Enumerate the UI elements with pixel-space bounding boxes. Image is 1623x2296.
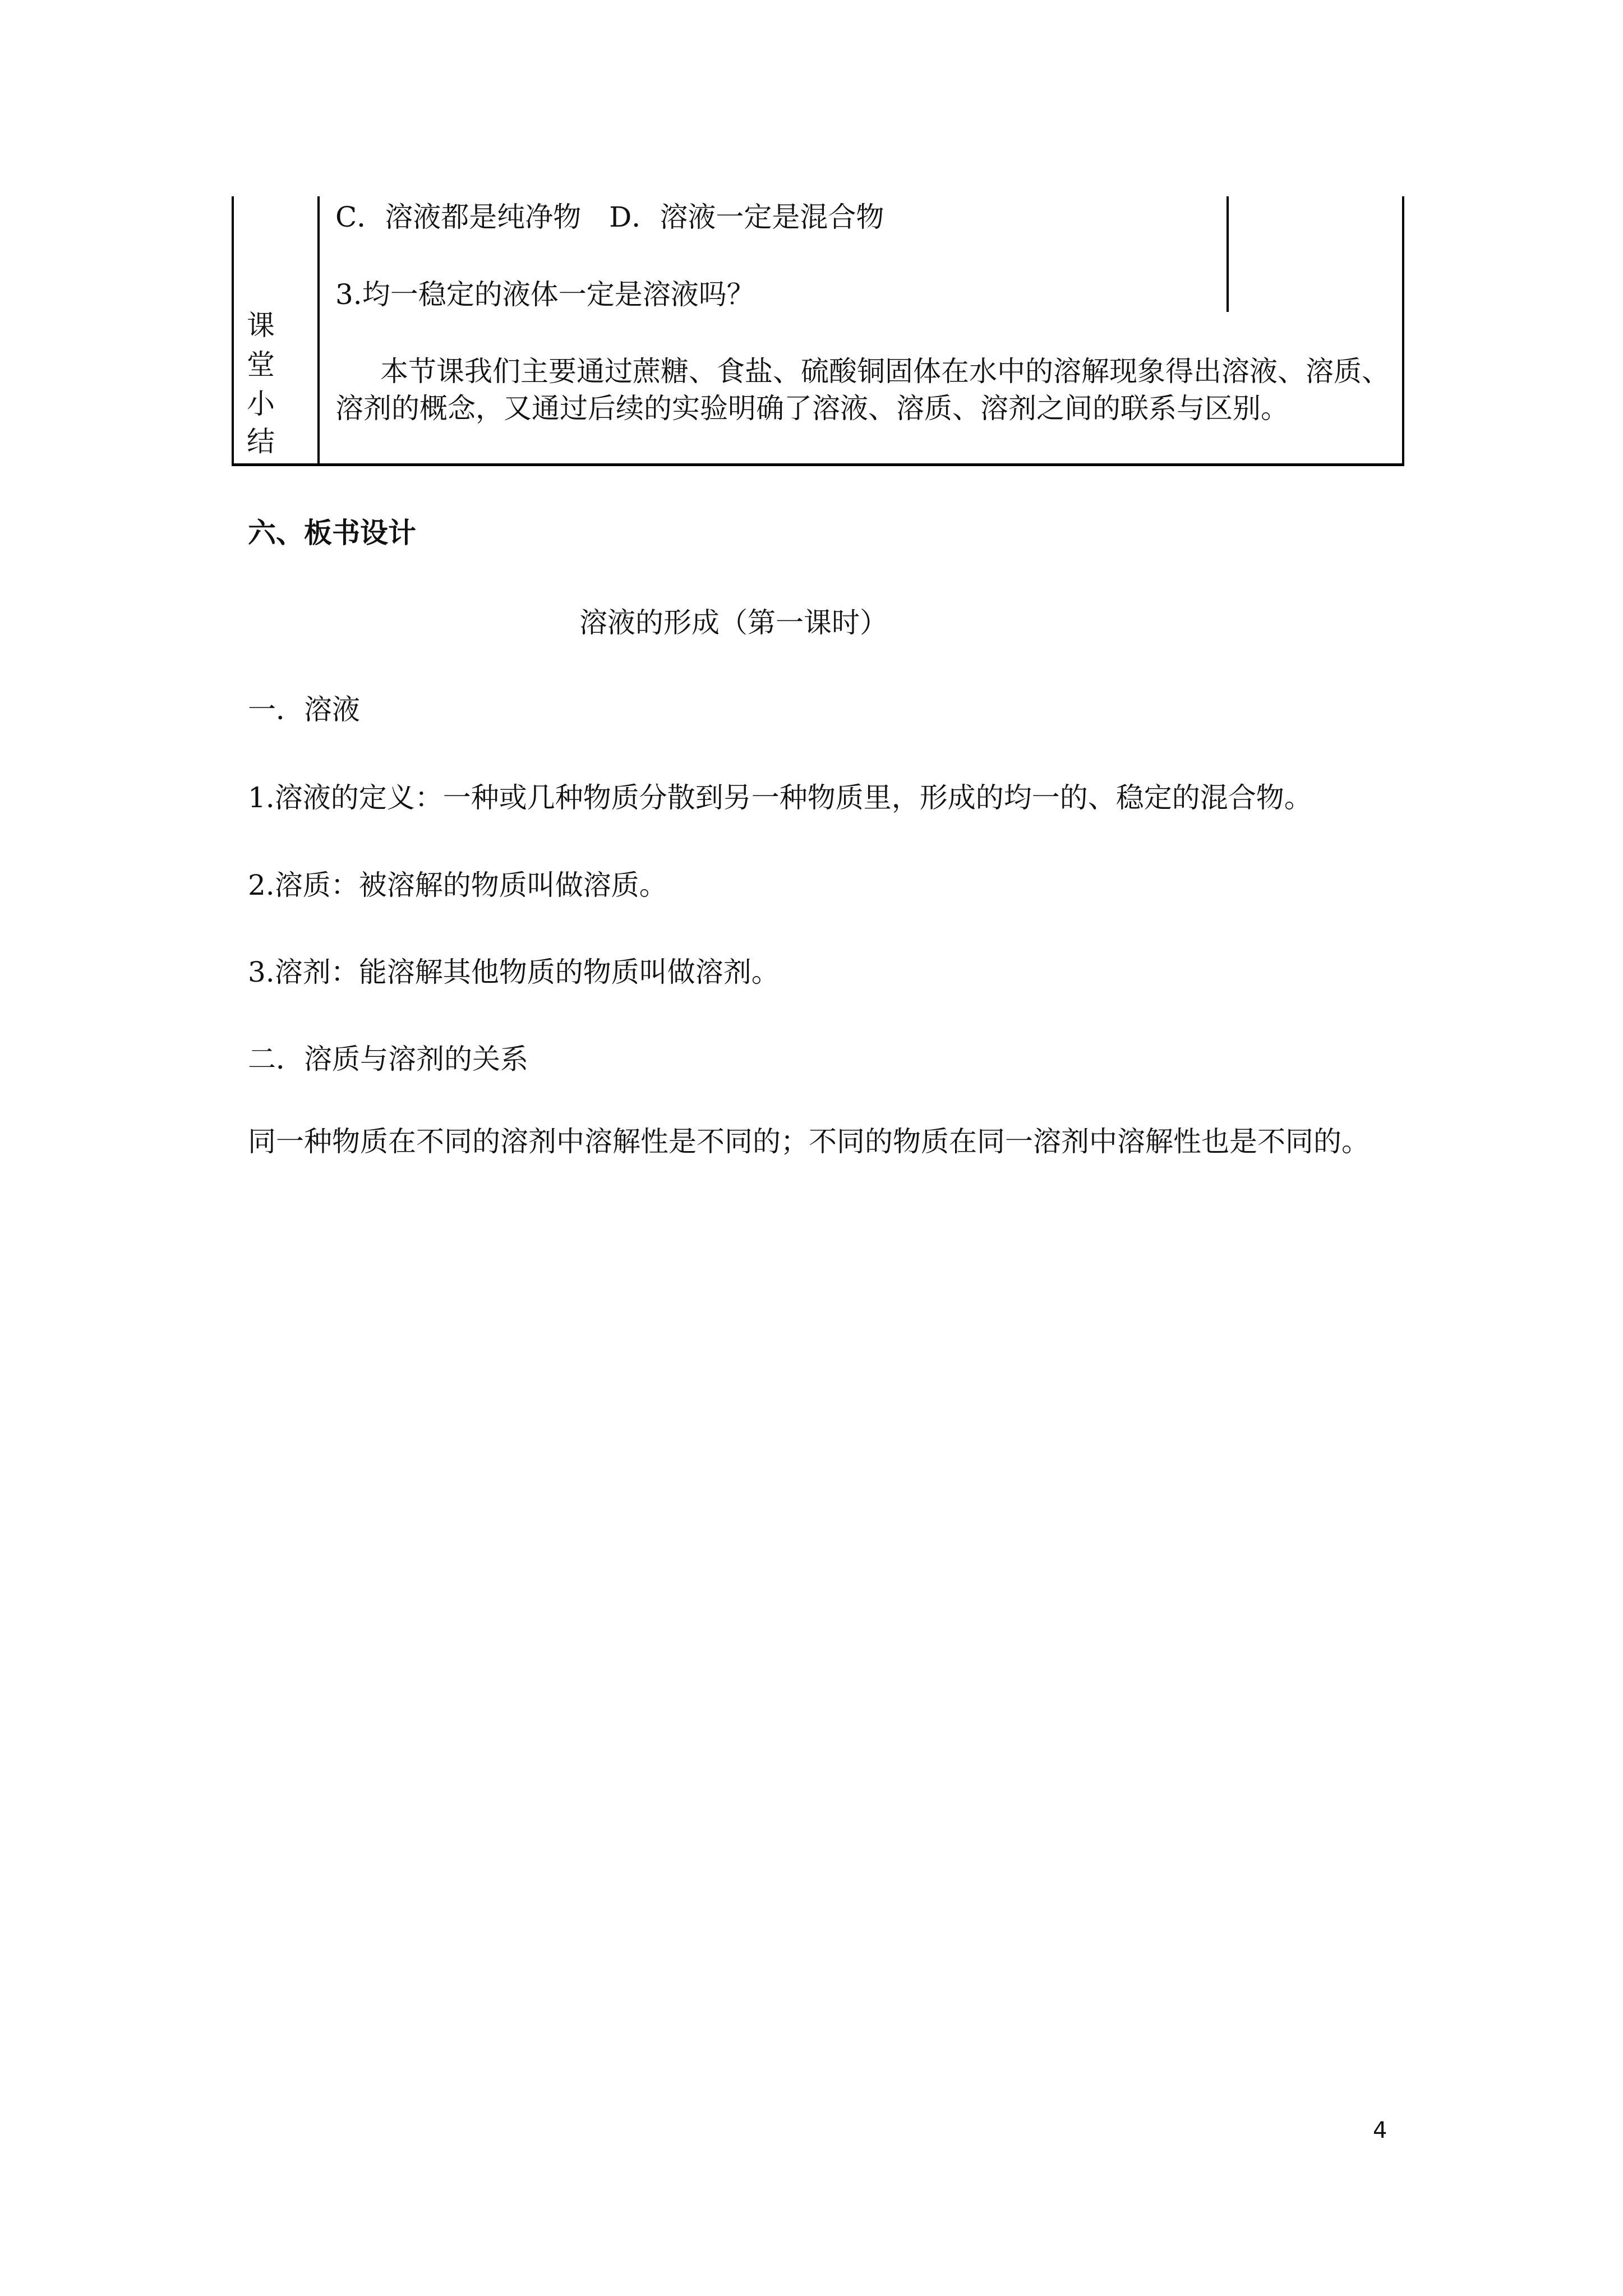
table-text-line: C．溶液都是纯净物 D．溶液一定是混合物 <box>335 201 884 233</box>
table-left-border <box>232 196 234 466</box>
row-label-char: 小 <box>247 388 275 420</box>
page-number: 4 <box>1373 2118 1387 2143</box>
list-item: 3.溶剂：能溶解其他物质的物质叫做溶剂。 <box>248 956 780 988</box>
table-summary-line: 本节课我们主要通过蔗糖、食盐、硫酸铜固体在水中的溶解现象得出溶液、溶质、 <box>380 355 1390 388</box>
section-heading: 六、板书设计 <box>248 516 416 549</box>
list-item: 2.溶质：被溶解的物质叫做溶质。 <box>248 869 667 901</box>
relation-text: 同一种物质在不同的溶剂中溶解性是不同的；不同的物质在同一溶剂中溶解性也是不同的。 <box>248 1125 1370 1158</box>
board-title: 溶液的形成（第一课时） <box>579 606 888 639</box>
part-heading: 一．溶液 <box>248 693 360 726</box>
list-item: 1.溶液的定义：一种或几种物质分散到另一种物质里，形成的均一的、稳定的混合物。 <box>248 781 1312 814</box>
table-right-border <box>1402 196 1404 466</box>
row-label-char: 堂 <box>247 348 275 381</box>
table-bottom-border <box>232 463 1404 466</box>
table-text-line: 3.均一稳定的液体一定是溶液吗？ <box>335 278 755 311</box>
part-heading: 二．溶质与溶剂的关系 <box>248 1043 528 1075</box>
table-inner-divider <box>1227 196 1229 312</box>
row-label-char: 结 <box>247 425 275 458</box>
table-column-divider <box>317 196 320 466</box>
table-summary-line: 溶剂的概念，又通过后续的实验明确了溶液、溶质、溶剂之间的联系与区别。 <box>335 392 1289 425</box>
row-label-char: 课 <box>247 309 275 342</box>
